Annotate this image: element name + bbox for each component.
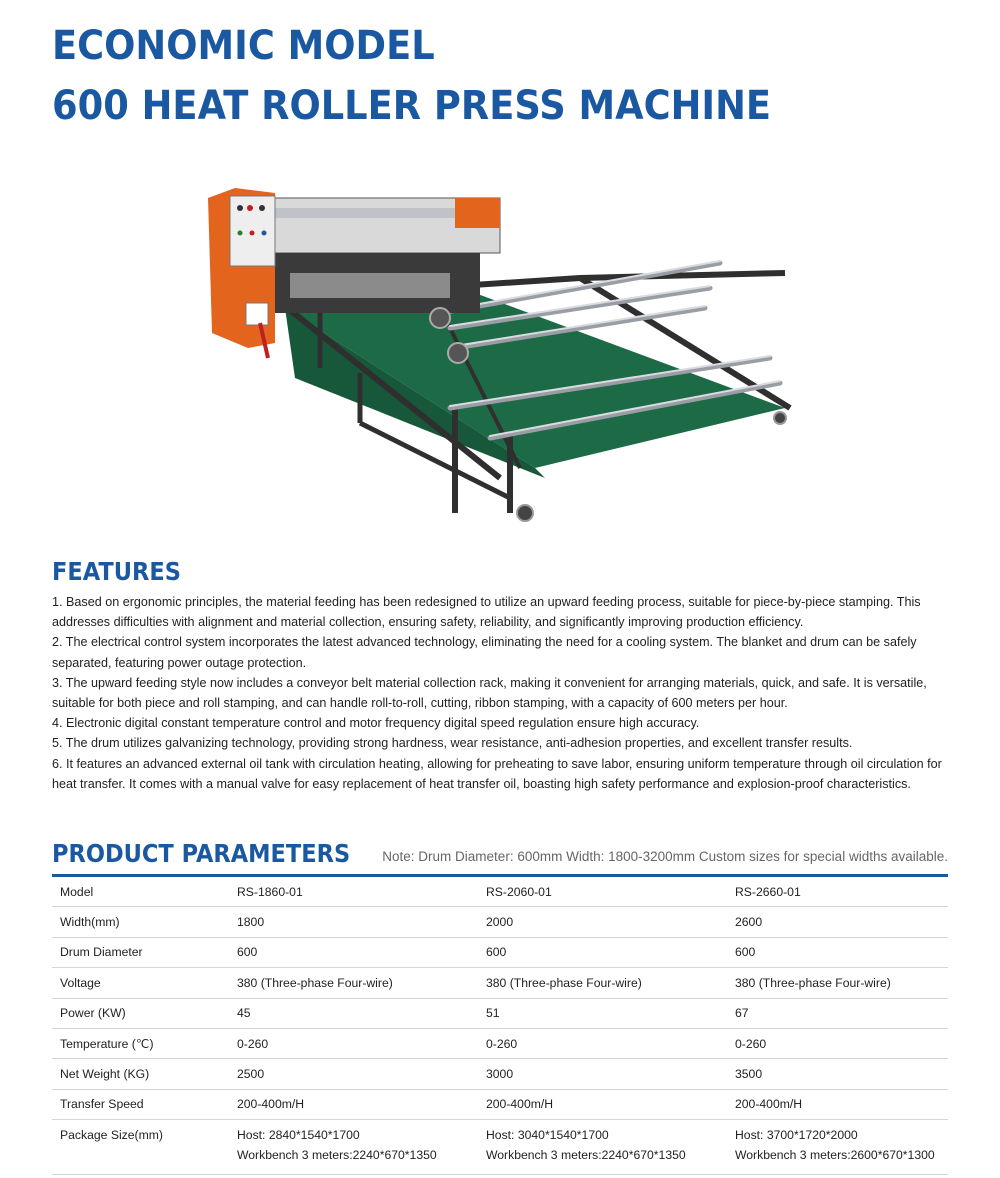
cell-value: 51 [478, 998, 727, 1028]
row-label: Voltage [52, 968, 229, 998]
cell-value [478, 1120, 727, 1175]
cell-value: 200-400m/H [727, 1089, 948, 1119]
cell-value: 380 (Three-phase Four-wire) [727, 968, 948, 998]
cell-value: RS-2060-01 [478, 877, 727, 907]
row-label: Temperature (℃) [52, 1028, 229, 1058]
machine-illustration [200, 178, 800, 533]
cell-value: 3500 [727, 1059, 948, 1089]
features-heading: FEATURES [52, 557, 181, 586]
features-list [52, 592, 952, 794]
cell-value [229, 1120, 478, 1175]
cell-value: 0-260 [727, 1028, 948, 1058]
feature-item: 3. The upward feeding style now includes a conveyor belt material collection rack, making it convenient for arranging materials, quick, and safe. It is versatile, suitable for both piece and roll stamping, and can handle roll-to-roll, cutting, ribbon stamping, with a capacity of 600 meters per hour. [52, 675, 927, 711]
cell-value: 2600 [727, 907, 948, 937]
page-title-line2: 600 HEAT ROLLER PRESS MACHINE [52, 83, 772, 129]
row-label: Package Size(mm) [52, 1120, 229, 1175]
cell-value: 2000 [478, 907, 727, 937]
table-row [52, 907, 948, 937]
page-title-line1: ECONOMIC MODEL [52, 23, 435, 69]
row-label: Model [52, 877, 229, 907]
cell-value: 600 [727, 937, 948, 967]
cell-line: Workbench 3 meters:2240*670*1350 [237, 1148, 437, 1163]
cell-line: Host: 3700*1720*2000 [735, 1128, 858, 1143]
table-row [52, 998, 948, 1028]
table-row [52, 877, 948, 907]
cell-value: 380 (Three-phase Four-wire) [229, 968, 478, 998]
cell-value: 3000 [478, 1059, 727, 1089]
cell-value: 45 [229, 998, 478, 1028]
row-label: Width(mm) [52, 907, 229, 937]
cell-value: 1800 [229, 907, 478, 937]
cell-line: Workbench 3 meters:2240*670*1350 [486, 1148, 686, 1163]
table-row [52, 1059, 948, 1089]
cell-line: Host: 2840*1540*1700 [237, 1128, 360, 1143]
feature-item: 5. The drum utilizes galvanizing technology, providing strong hardness, wear resistance, anti-adhesion properties, and excellent transfer results. [52, 736, 853, 751]
feature-item: 4. Electronic digital constant temperature control and motor frequency digital speed regulation ensure high accuracy. [52, 716, 700, 731]
cell-value: 2500 [229, 1059, 478, 1089]
table-row [52, 1089, 948, 1119]
table-row [52, 1120, 948, 1175]
cell-value: 200-400m/H [229, 1089, 478, 1119]
feature-item: 1. Based on ergonomic principles, the material feeding has been redesigned to utilize an upward feeding process, suitable for piece-by-piece stamping. This addresses difficulties with alignment and material collection, ensuring safety, reliability, and significantly improving production efficiency. [52, 595, 921, 630]
params-note: Note: Drum Diameter: 600mm Width: 1800-3200mm Custom sizes for special widths available. [382, 849, 948, 864]
table-row [52, 968, 948, 998]
cell-value [727, 1120, 948, 1175]
row-label: Transfer Speed [52, 1089, 229, 1119]
cell-value: 200-400m/H [478, 1089, 727, 1119]
cell-line: Host: 3040*1540*1700 [486, 1128, 609, 1143]
row-label: Power (KW) [52, 998, 229, 1028]
feature-item: 2. The electrical control system incorporates the latest advanced technology, eliminating the need for a cooling system. The blanket and drum can be safely separated, featuring power outage protection. [52, 635, 917, 670]
product-parameters-table [52, 877, 948, 1175]
table-row [52, 1028, 948, 1058]
cell-value: 600 [478, 937, 727, 967]
cell-value: 67 [727, 998, 948, 1028]
row-label: Net Weight (KG) [52, 1059, 229, 1089]
cell-value: 0-260 [478, 1028, 727, 1058]
cell-value: RS-2660-01 [727, 877, 948, 907]
table-row [52, 937, 948, 967]
cell-line: Workbench 3 meters:2600*670*1300 [735, 1148, 935, 1163]
feature-item: 6. It features an advanced external oil tank with circulation heating, allowing for preheating to save labor, ensuring uniform temperature through oil circulation for heat transfer. It comes with a manual valve for easy replacement of heat transfer oil, boasting high safety performance and explosion-proof characteristics. [52, 756, 942, 791]
cell-value: 380 (Three-phase Four-wire) [478, 968, 727, 998]
cell-value: RS-1860-01 [229, 877, 478, 907]
cell-value: 600 [229, 937, 478, 967]
heat-roller-press-machine-image [200, 178, 800, 533]
product-parameters-heading: PRODUCT PARAMETERS [52, 839, 351, 868]
row-label: Drum Diameter [52, 937, 229, 967]
cell-value: 0-260 [229, 1028, 478, 1058]
